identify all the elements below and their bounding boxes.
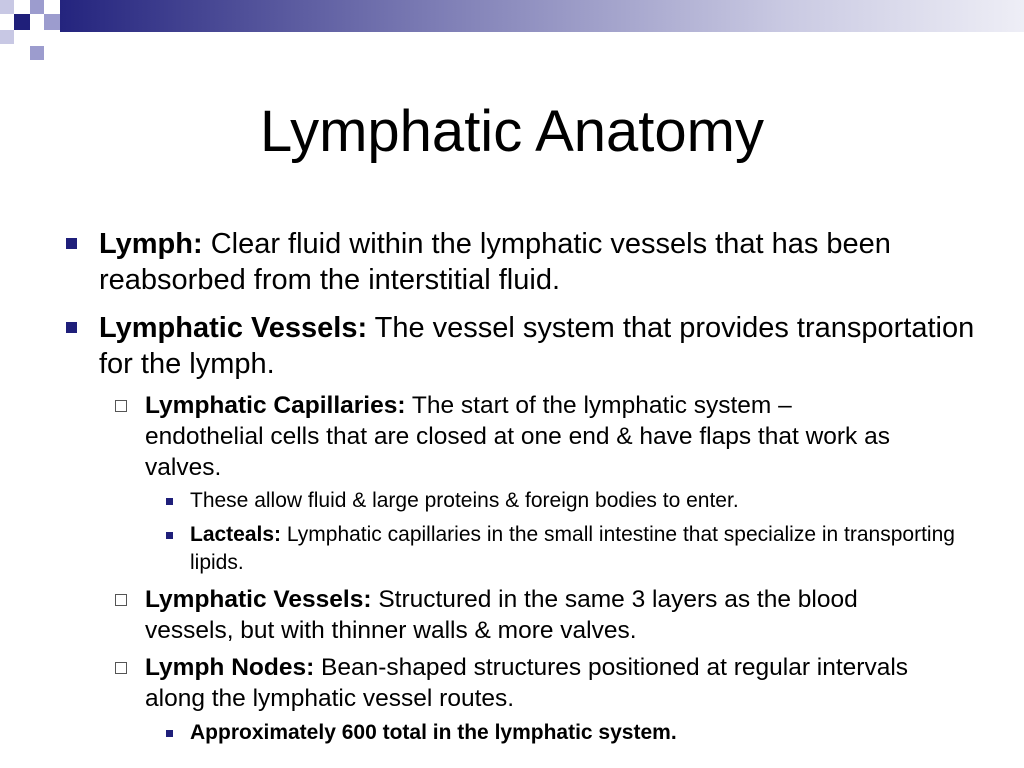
item-term: Lymphatic Capillaries: bbox=[145, 392, 406, 419]
item-text bbox=[190, 487, 990, 515]
header-square bbox=[0, 30, 14, 44]
item-body: Approximately 600 total in the lymphatic system. bbox=[190, 721, 677, 744]
item-text bbox=[145, 652, 925, 714]
slide-title: Lymphatic Anatomy bbox=[260, 99, 764, 164]
item-term: Lymphatic Vessels: bbox=[145, 586, 372, 613]
header-square bbox=[30, 0, 44, 14]
item-text bbox=[190, 719, 990, 747]
header-square bbox=[30, 46, 44, 60]
item-body: Bean-shaped structures positioned at regular intervals along the lymphatic vessel routes. bbox=[145, 654, 909, 712]
small-square-bullet-icon bbox=[166, 498, 173, 505]
item-text bbox=[99, 310, 979, 382]
item-body: The vessel system that provides transportation for the lymph. bbox=[99, 312, 975, 380]
item-body: Clear fluid within the lymphatic vessels that has been reabsorbed from the interstitial fluid. bbox=[99, 228, 891, 296]
item-body: Structured in the same 3 layers as the blood vessels, but with thinner walls & more valves. bbox=[145, 586, 858, 644]
square-bullet-icon bbox=[66, 238, 77, 249]
item-body: The start of the lymphatic system – endothelial cells that are closed at one end & have flaps that work as valves. bbox=[145, 392, 890, 481]
item-body: Lymphatic capillaries in the small intestine that specialize in transporting lipids. bbox=[190, 523, 955, 574]
hollow-square-bullet-icon bbox=[115, 400, 127, 412]
hollow-square-bullet-icon bbox=[115, 594, 127, 606]
item-term: Lymph: bbox=[99, 228, 203, 260]
item-text bbox=[145, 584, 915, 646]
item-text bbox=[190, 521, 990, 577]
small-square-bullet-icon bbox=[166, 532, 173, 539]
header-square bbox=[14, 14, 30, 30]
header-decoration bbox=[0, 0, 1024, 50]
item-text bbox=[145, 390, 915, 483]
header-square bbox=[0, 0, 14, 14]
item-text bbox=[99, 226, 979, 298]
square-bullet-icon bbox=[66, 322, 77, 333]
header-gradient-bar bbox=[60, 0, 1024, 32]
item-term: Lymphatic Vessels: bbox=[99, 312, 368, 344]
header-square bbox=[44, 14, 60, 30]
hollow-square-bullet-icon bbox=[115, 662, 127, 674]
small-square-bullet-icon bbox=[166, 730, 173, 737]
item-term: Lymph Nodes: bbox=[145, 654, 315, 681]
item-term: Lacteals: bbox=[190, 523, 282, 546]
item-body: These allow fluid & large proteins & foreign bodies to enter. bbox=[190, 489, 739, 512]
